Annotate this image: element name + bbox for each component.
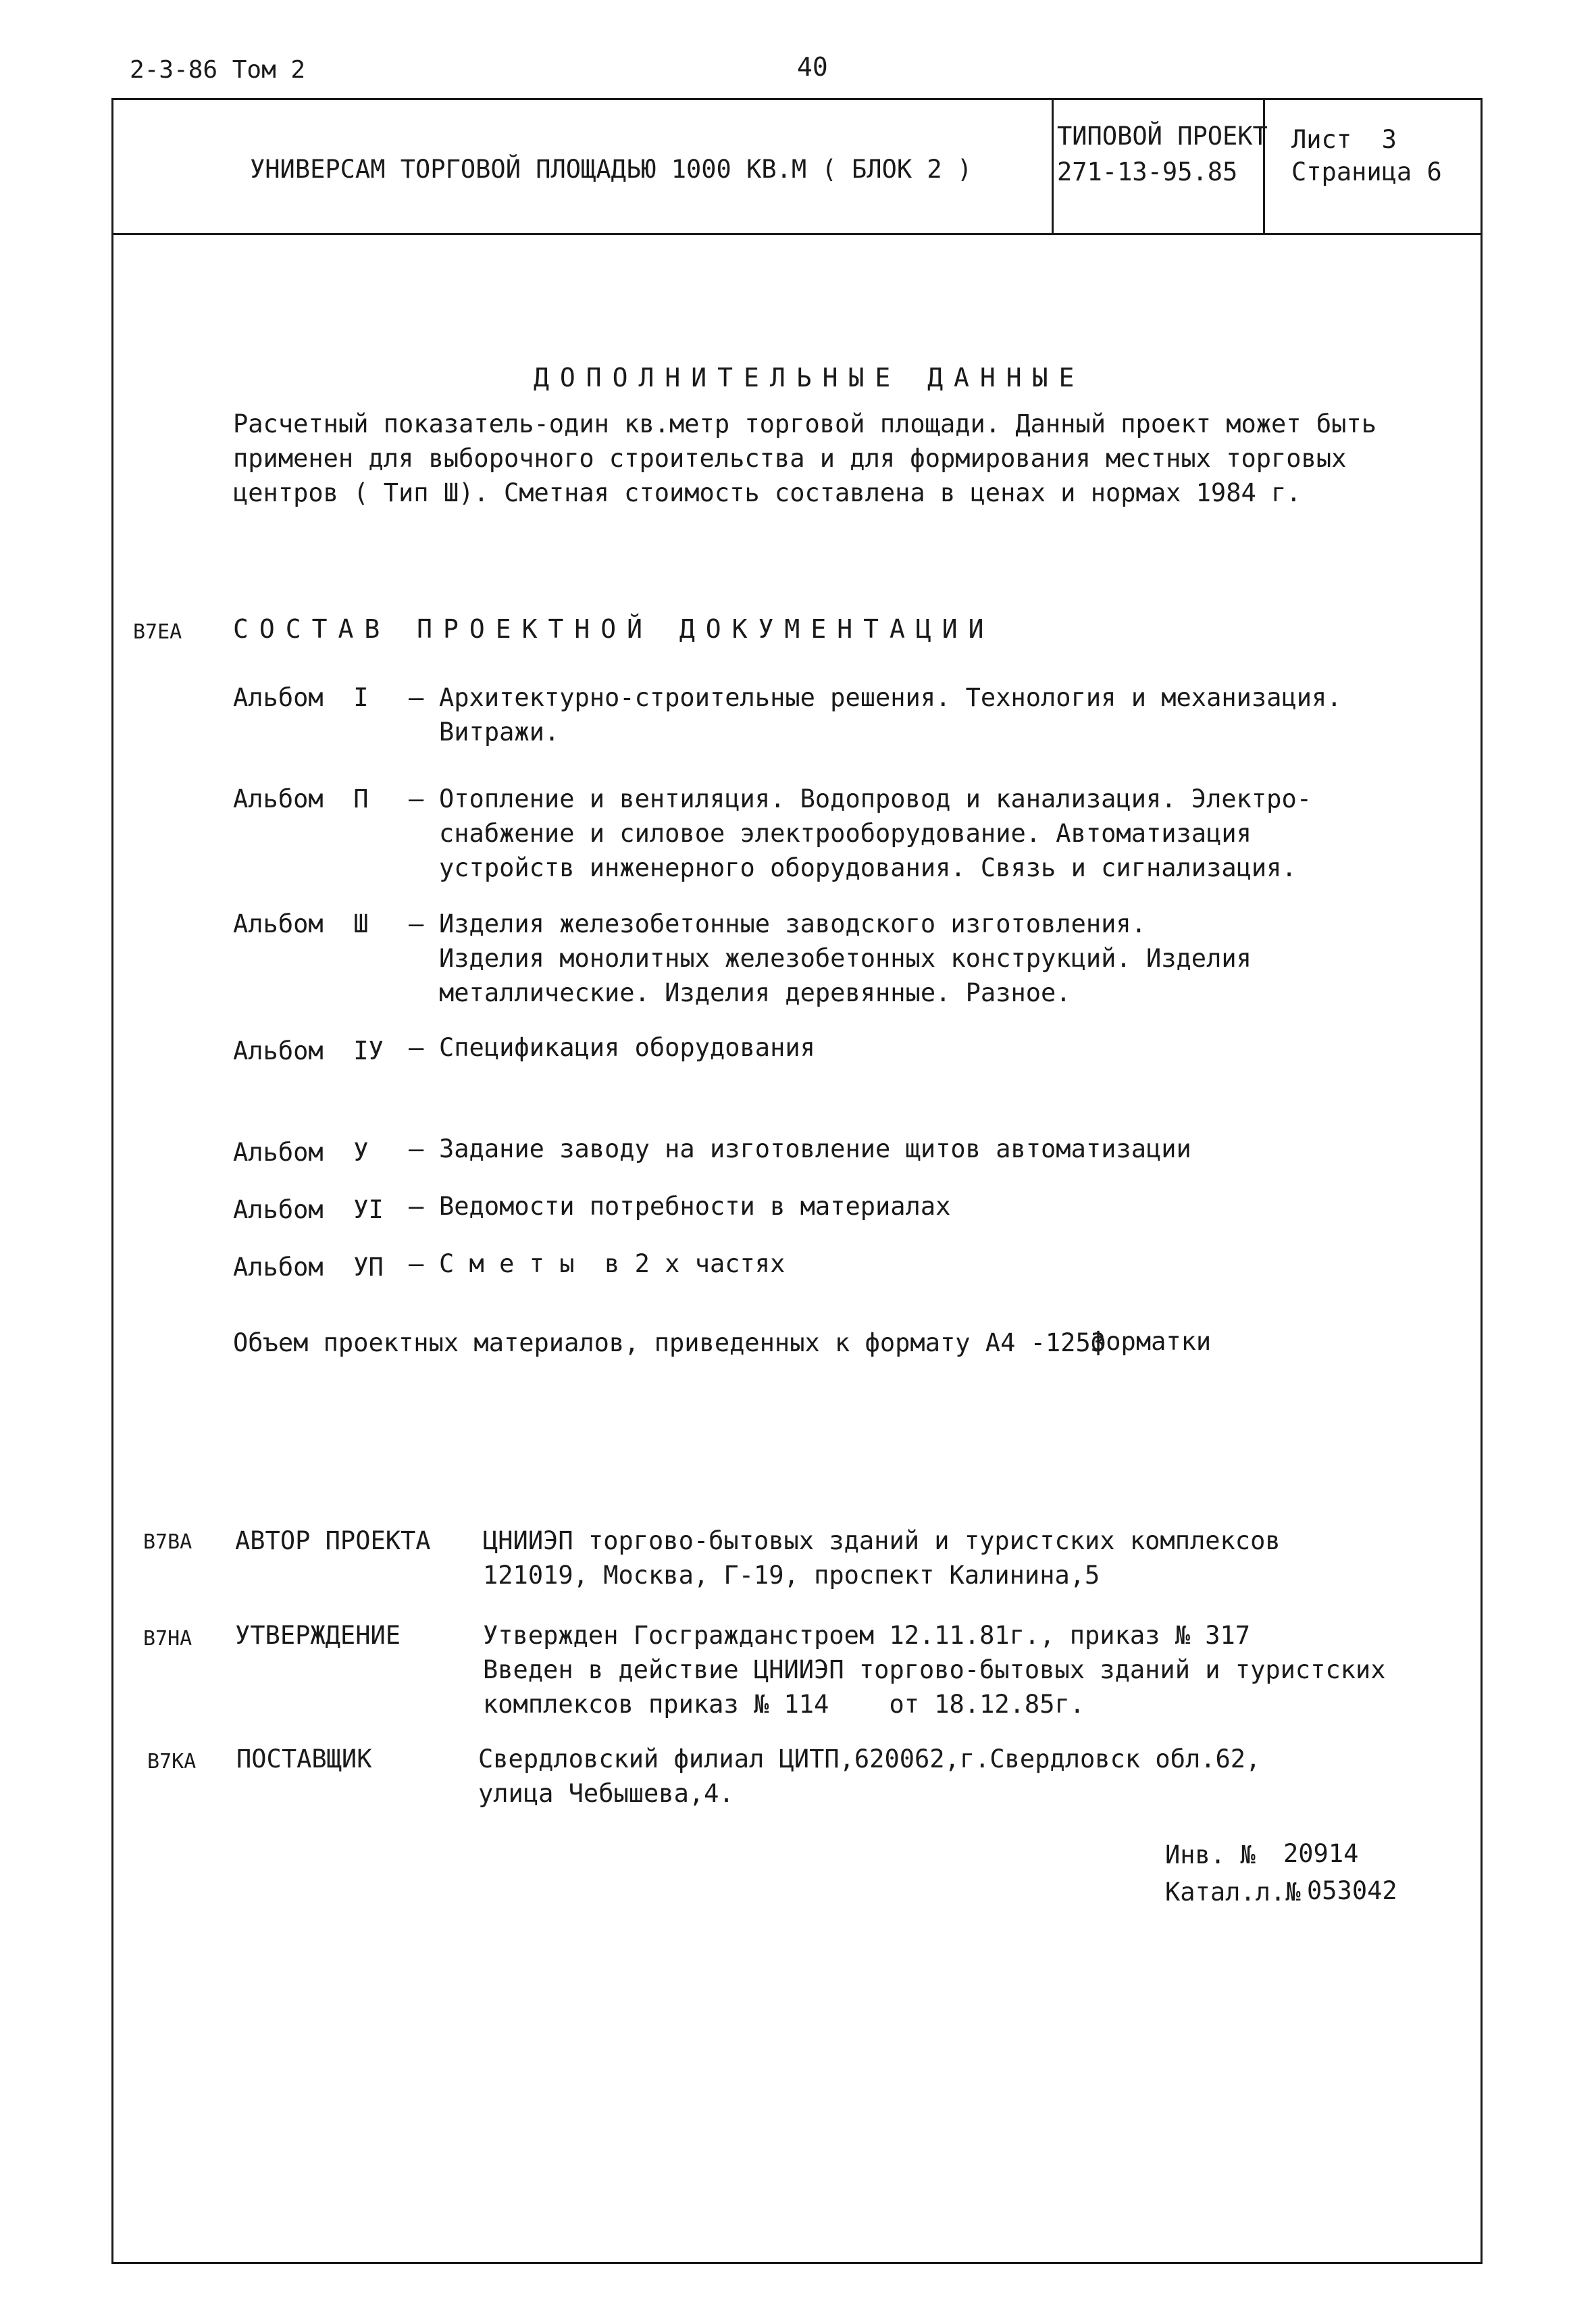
- album-item: [233, 1250, 384, 1284]
- supplier-details: [478, 1742, 1260, 1811]
- page-label: Страница 6: [1291, 157, 1442, 186]
- project-title: УНИВЕРСАМ ТОРГОВОЙ ПЛОЩАДЬЮ 1000 КВ.М ( БЛОК 2 ): [250, 155, 973, 184]
- composition-code: В7ЕА: [133, 620, 182, 644]
- album-line: Задание заводу на изготовление щитов автоматизации: [439, 1134, 1191, 1163]
- author-line: 121019, Москва, Г-19, проспект Калинина,5: [483, 1561, 1100, 1590]
- album-item: [233, 907, 368, 941]
- album-label: Альбом УI: [233, 1195, 384, 1224]
- album-line: Изделия железобетонные заводского изготовления.: [439, 909, 1146, 938]
- approval-line: комплексов приказ № 114 от 18.12.85г.: [483, 1690, 1085, 1719]
- composition-heading: СОСТАВ ПРОЕКТНОЙ ДОКУМЕНТАЦИИ: [233, 614, 995, 644]
- dash: –: [409, 1033, 424, 1062]
- author-line: ЦНИИЭП торгово-бытовых зданий и туристских комплексов: [483, 1526, 1281, 1555]
- document-code: 2-3-86 Том 2: [130, 56, 306, 84]
- project-type-label: ТИПОВОЙ ПРОЕКТ: [1057, 122, 1268, 151]
- album-line: Витражи.: [439, 718, 560, 747]
- additional-data-heading: ДОПОЛНИТЕЛЬНЫЕ ДАННЫЕ: [534, 363, 1085, 393]
- inventory-number: 20914: [1283, 1839, 1359, 1868]
- sheet-label: Лист 3: [1291, 125, 1397, 154]
- dash: –: [409, 1192, 424, 1221]
- album-item: [233, 1034, 384, 1068]
- approval-code: В7НА: [143, 1627, 192, 1651]
- catalogue-number: 053042: [1307, 1876, 1397, 1905]
- album-description: [439, 782, 1312, 885]
- page-number: 40: [797, 52, 828, 82]
- approval-line: Утвержден Госгражданстроем 12.11.81г., приказ № 317: [483, 1621, 1251, 1650]
- project-number: 271-13-95.85: [1057, 157, 1238, 186]
- volume-text: Объем проектных материалов, приведенных к формату А4 -1253: [233, 1328, 1106, 1357]
- approval-details: [483, 1618, 1386, 1721]
- album-label: Альбом IУ: [233, 1036, 384, 1065]
- album-label: Альбом Ш: [233, 909, 369, 938]
- album-line: металлические. Изделия деревянные. Разное.: [439, 978, 1071, 1007]
- album-line: Ведомости потребности в материалах: [439, 1192, 951, 1221]
- approval-line: Введен в действие ЦНИИЭП торгово-бытовых зданий и туристских: [483, 1655, 1386, 1684]
- album-label: Альбом I: [233, 683, 369, 712]
- dash: –: [409, 909, 424, 938]
- author-label: АВТОР ПРОЕКТА: [235, 1526, 431, 1555]
- paragraph-line: центров ( Тип Ш). Сметная стоимость составлена в ценах и нормах 1984 г.: [233, 478, 1302, 507]
- author-code: В7ВА: [143, 1530, 192, 1554]
- album-line: Отопление и вентиляция. Водопровод и канализация. Электро-: [439, 784, 1312, 813]
- album-description: [439, 1189, 950, 1224]
- album-line: устройств инженерного оборудования. Связь и сигнализация.: [439, 853, 1297, 882]
- supplier-code: В7КА: [147, 1750, 197, 1774]
- supplier-label: ПОСТАВЩИК: [236, 1744, 372, 1774]
- album-item: [233, 1135, 368, 1169]
- album-label: Альбом П: [233, 784, 369, 813]
- additional-data-paragraph: [233, 407, 1376, 510]
- dash: –: [409, 683, 424, 712]
- dash: –: [409, 1249, 424, 1278]
- album-line: Изделия монолитных железобетонных конструкций. Изделия: [439, 944, 1252, 973]
- volume-unit: форматки: [1091, 1327, 1212, 1356]
- album-line: Архитектурно-строительные решения. Технология и механизация.: [439, 683, 1342, 712]
- album-line: Спецификация оборудования: [439, 1033, 815, 1062]
- album-label: Альбом УП: [233, 1253, 384, 1282]
- album-line: С м е т ы в 2 х частях: [439, 1249, 786, 1278]
- supplier-line: улица Чебышева,4.: [478, 1779, 734, 1808]
- dash: –: [409, 1134, 424, 1163]
- album-line: снабжение и силовое электрооборудование. Автоматизация: [439, 819, 1252, 848]
- author-details: [483, 1524, 1281, 1592]
- inventory-label: Инв. №: [1165, 1840, 1256, 1869]
- album-description: [439, 1247, 785, 1281]
- album-item: [233, 1192, 384, 1227]
- album-description: [439, 680, 1342, 749]
- dash: –: [409, 784, 424, 813]
- approval-label: УТВЕРЖДЕНИЕ: [235, 1621, 401, 1650]
- album-description: [439, 1030, 815, 1065]
- catalogue-label: Катал.л.№: [1165, 1878, 1301, 1907]
- album-description: [439, 1132, 1191, 1166]
- paragraph-line: применен для выборочного строительства и для формирования местных торговых: [233, 444, 1347, 473]
- album-description: [439, 907, 1252, 1010]
- album-item: [233, 782, 368, 816]
- bottom-border: [111, 2262, 1483, 2264]
- album-label: Альбом У: [233, 1138, 369, 1167]
- paragraph-line: Расчетный показатель-один кв.метр торговой площади. Данный проект может быть: [233, 409, 1376, 438]
- supplier-line: Свердловский филиал ЦИТП,620062,г.Свердловск обл.62,: [478, 1744, 1261, 1774]
- album-item: [233, 680, 368, 715]
